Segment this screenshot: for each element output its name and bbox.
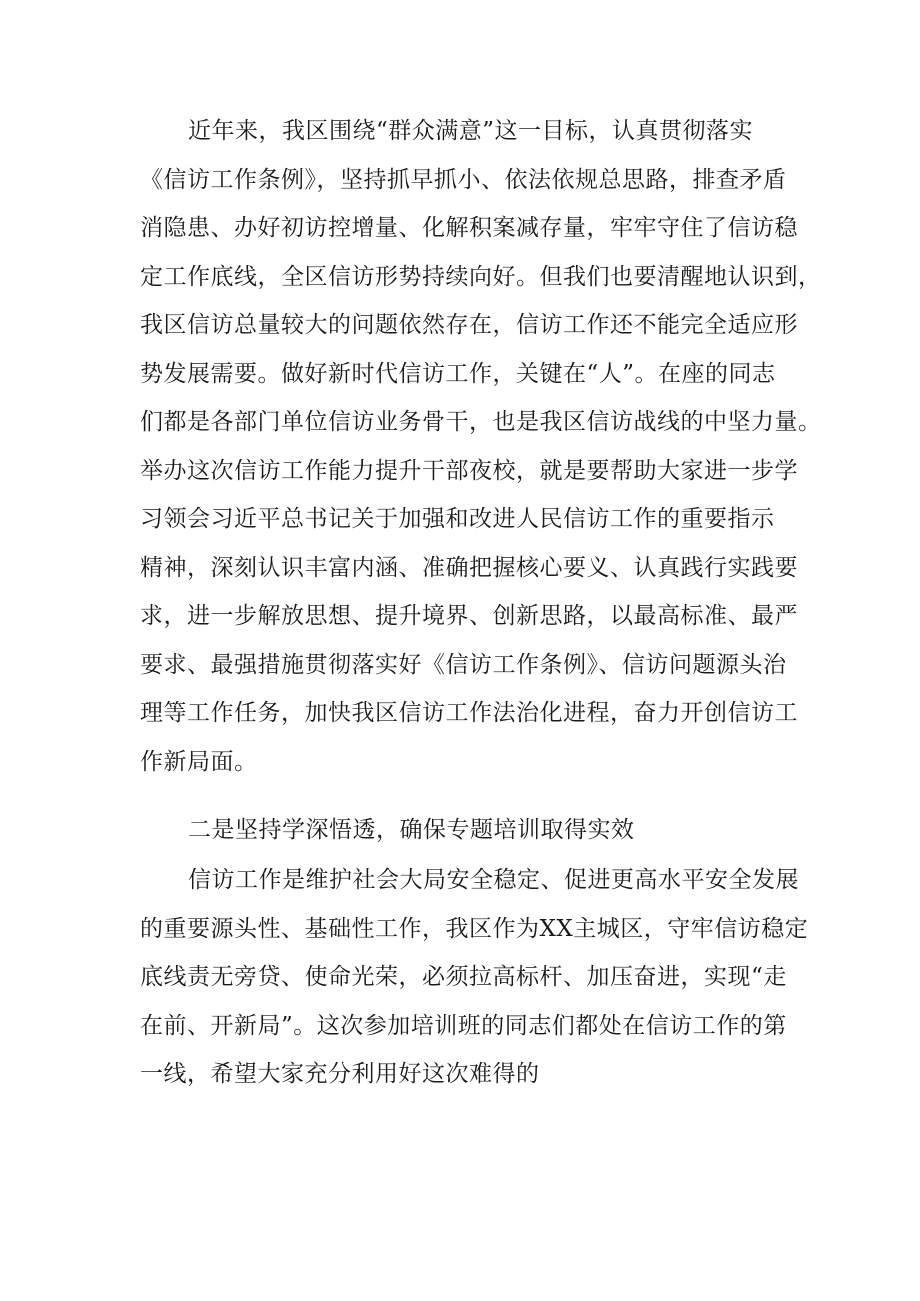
section-heading bbox=[140, 806, 790, 855]
paragraph-line: 一线，希望大家充分利用好这次难得的 bbox=[140, 1061, 540, 1087]
paragraph-line: 举办这次信访工作能力提升干部夜校，就是要帮助大家进一步学 bbox=[140, 457, 798, 484]
paragraph-2 bbox=[140, 856, 809, 1099]
paragraph-line: 底线责无旁贷、使命光荣，必须拉高标杆、加压奋进，实现“走 bbox=[140, 964, 787, 990]
paragraph-line: 的重要源头性、基础性工作，我区作为XX主城区，守牢信访稳定 bbox=[140, 915, 809, 942]
paragraph-line: 势发展需要。做好新时代信访工作，关键在“人”。在座的同志 bbox=[140, 360, 776, 387]
paragraph-line: 我区信访总量较大的问题依然存在，信访工作还不能完全适应形 bbox=[140, 312, 798, 338]
paragraph-line: 定工作底线，全区信访形势持续向好。但我们也要清醒地认识到， bbox=[140, 263, 822, 290]
paragraph-line: 习领会习近平总书记关于加强和改进人民信访工作的重要指示 bbox=[140, 506, 775, 532]
paragraph-line: 近年来，我区围绕“群众满意”这一目标，认真贯彻落实 bbox=[188, 118, 754, 144]
paragraph-line: 《信访工作条例》，坚持抓早抓小、依法依规总思路，排查矛盾 bbox=[140, 166, 787, 193]
paragraph-line: 理等工作任务，加快我区信访工作法治化进程，奋力开创信访工 bbox=[140, 700, 798, 726]
paragraph-line: 要求、最强措施贯彻落实好《信访工作条例》、信访问题源头治 bbox=[140, 651, 787, 678]
paragraph-line: 在前、开新局”。这次参加培训班的同志们都处在信访工作的第 bbox=[140, 1012, 787, 1039]
paragraph-line: 精神，深刻认识丰富内涵、准确把握核心要义、认真践行实践要 bbox=[140, 554, 798, 581]
paragraph-line: 们都是各部门单位信访业务骨干，也是我区信访战线的中坚力量。 bbox=[140, 409, 822, 435]
paragraph-line: 信访工作是维护社会大局安全稳定、促进更高水平安全发展 bbox=[188, 867, 799, 893]
paragraph-line: 作新局面。 bbox=[140, 748, 258, 775]
paragraph-line: 消隐患、办好初访控增量、化解积案减存量，牢牢守住了信访稳 bbox=[140, 215, 798, 241]
paragraph-line: 求，进一步解放思想、提升境界、创新思路，以最高标准、最严 bbox=[140, 603, 798, 629]
section-heading-text: 二是坚持学深悟透，确保专题培训取得实效 bbox=[188, 817, 635, 843]
paragraph-1 bbox=[140, 107, 822, 786]
